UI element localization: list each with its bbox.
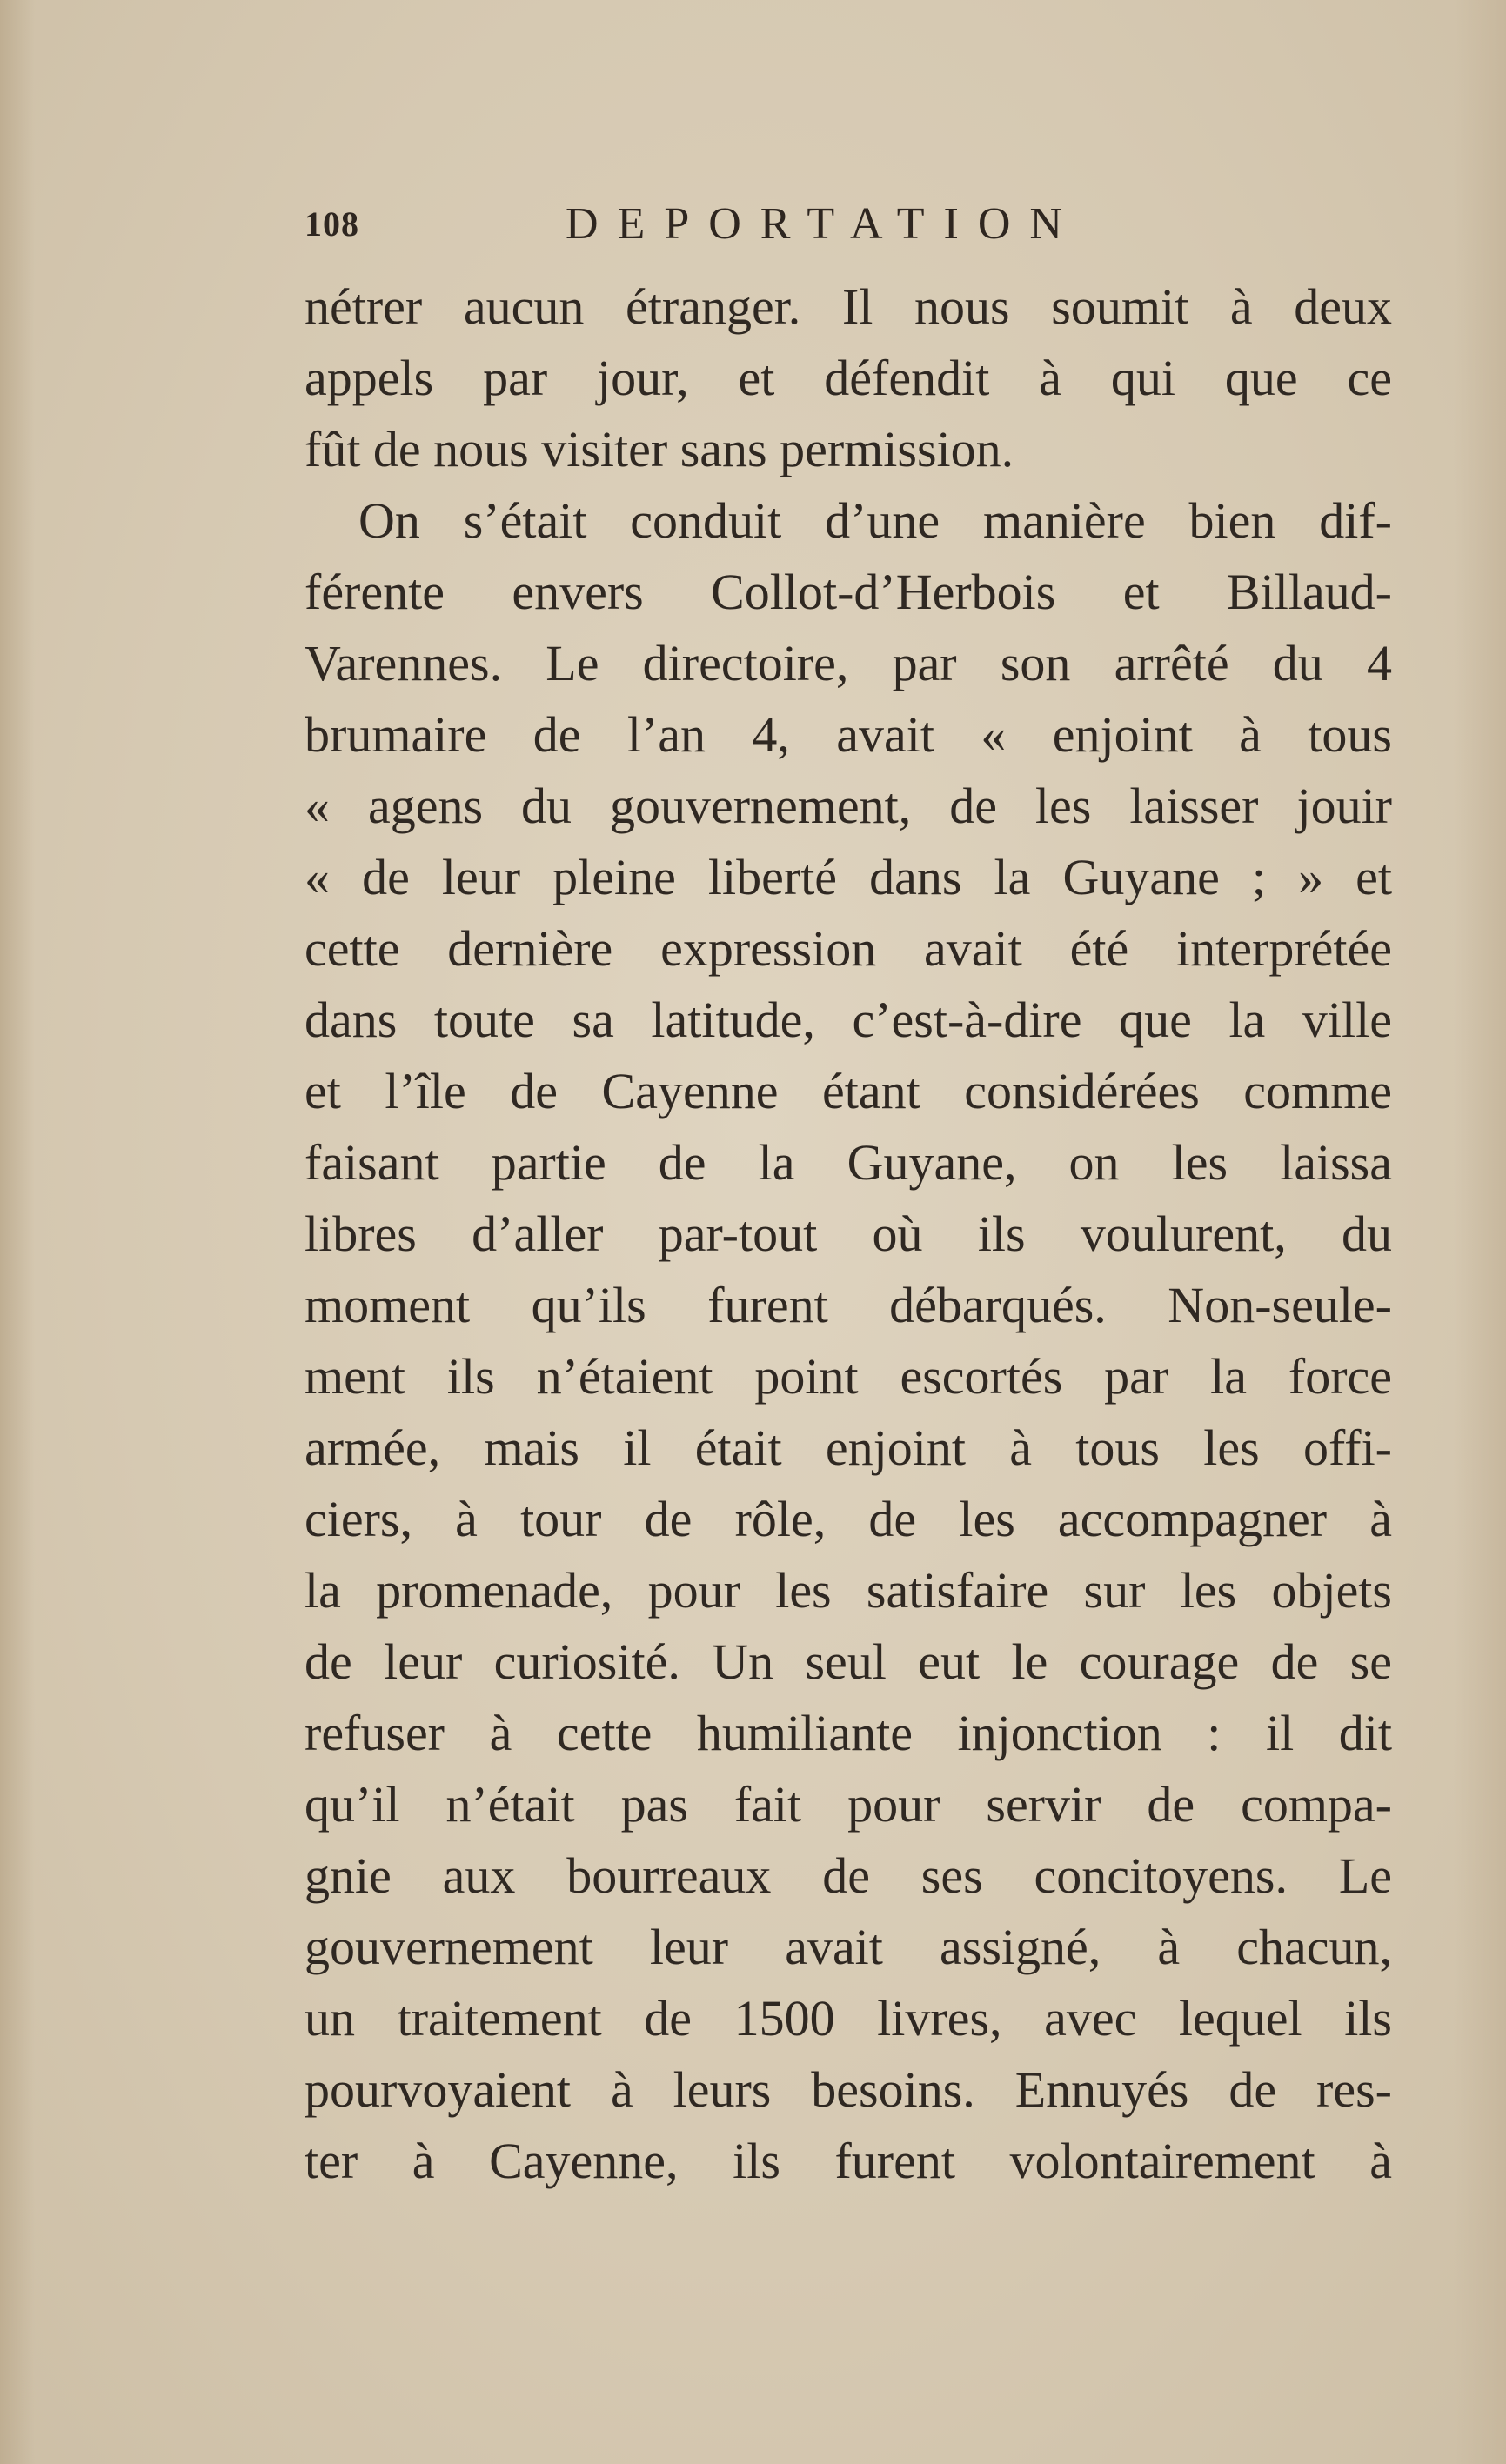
text-line: On s’était conduit d’une manière bien dif-	[358, 492, 1392, 549]
text-line: cette dernière expression avait été interprétée	[305, 920, 1392, 977]
running-title: DEPORTATION	[566, 199, 1081, 249]
text-line: dans toute sa latitude, c’est-à-dire que la ville	[305, 992, 1392, 1048]
body-text	[305, 271, 1392, 2197]
text-line: la promenade, pour les satisfaire sur les objets	[305, 1562, 1392, 1619]
page-number: 108	[305, 204, 359, 244]
text-line: libres d’aller par-tout où ils voulurent, du	[305, 1205, 1392, 1262]
page-edge-shadow-left	[0, 0, 35, 2464]
text-line: fût de nous visiter sans permission.	[305, 421, 1014, 477]
page-edge-shadow-right	[1454, 0, 1506, 2464]
text-line: faisant partie de la Guyane, on les laissa	[305, 1134, 1392, 1191]
text-line: refuser à cette humiliante injonction : il dit	[305, 1705, 1392, 1761]
text-line: ter à Cayenne, ils furent volontairement à	[305, 2133, 1392, 2189]
text-line: « de leur pleine liberté dans la Guyane ; » et	[305, 849, 1392, 905]
text-line: ment ils n’étaient point escortés par la force	[305, 1348, 1392, 1405]
text-line: pourvoyaient à leurs besoins. Ennuyés de res-	[305, 2061, 1392, 2118]
text-line: appels par jour, et défendit à qui que ce	[305, 350, 1392, 406]
text-line: gouvernement leur avait assigné, à chacun,	[305, 1919, 1392, 1975]
text-line: moment qu’ils furent débarqués. Non-seule-	[305, 1277, 1392, 1333]
text-line: un traitement de 1500 livres, avec lequel ils	[305, 1990, 1392, 2047]
text-line: férente envers Collot-d’Herbois et Billaud-	[305, 564, 1392, 620]
text-line: nétrer aucun étranger. Il nous soumit à deux	[305, 278, 1392, 335]
text-line: Varennes. Le directoire, par son arrêté du 4	[305, 635, 1392, 691]
text-line: armée, mais il était enjoint à tous les offi-	[305, 1419, 1392, 1476]
text-line: gnie aux bourreaux de ses concitoyens. Le	[305, 1847, 1392, 1904]
text-line: brumaire de l’an 4, avait « enjoint à tous	[305, 706, 1392, 763]
text-line: qu’il n’était pas fait pour servir de compa-	[305, 1776, 1392, 1833]
running-header	[305, 198, 1392, 250]
text-line: ciers, à tour de rôle, de les accompagner à	[305, 1491, 1392, 1547]
text-line: « agens du gouvernement, de les laisser jouir	[305, 778, 1392, 834]
text-line: et l’île de Cayenne étant considérées comme	[305, 1063, 1392, 1119]
text-line: de leur curiosité. Un seul eut le courage de se	[305, 1633, 1392, 1690]
